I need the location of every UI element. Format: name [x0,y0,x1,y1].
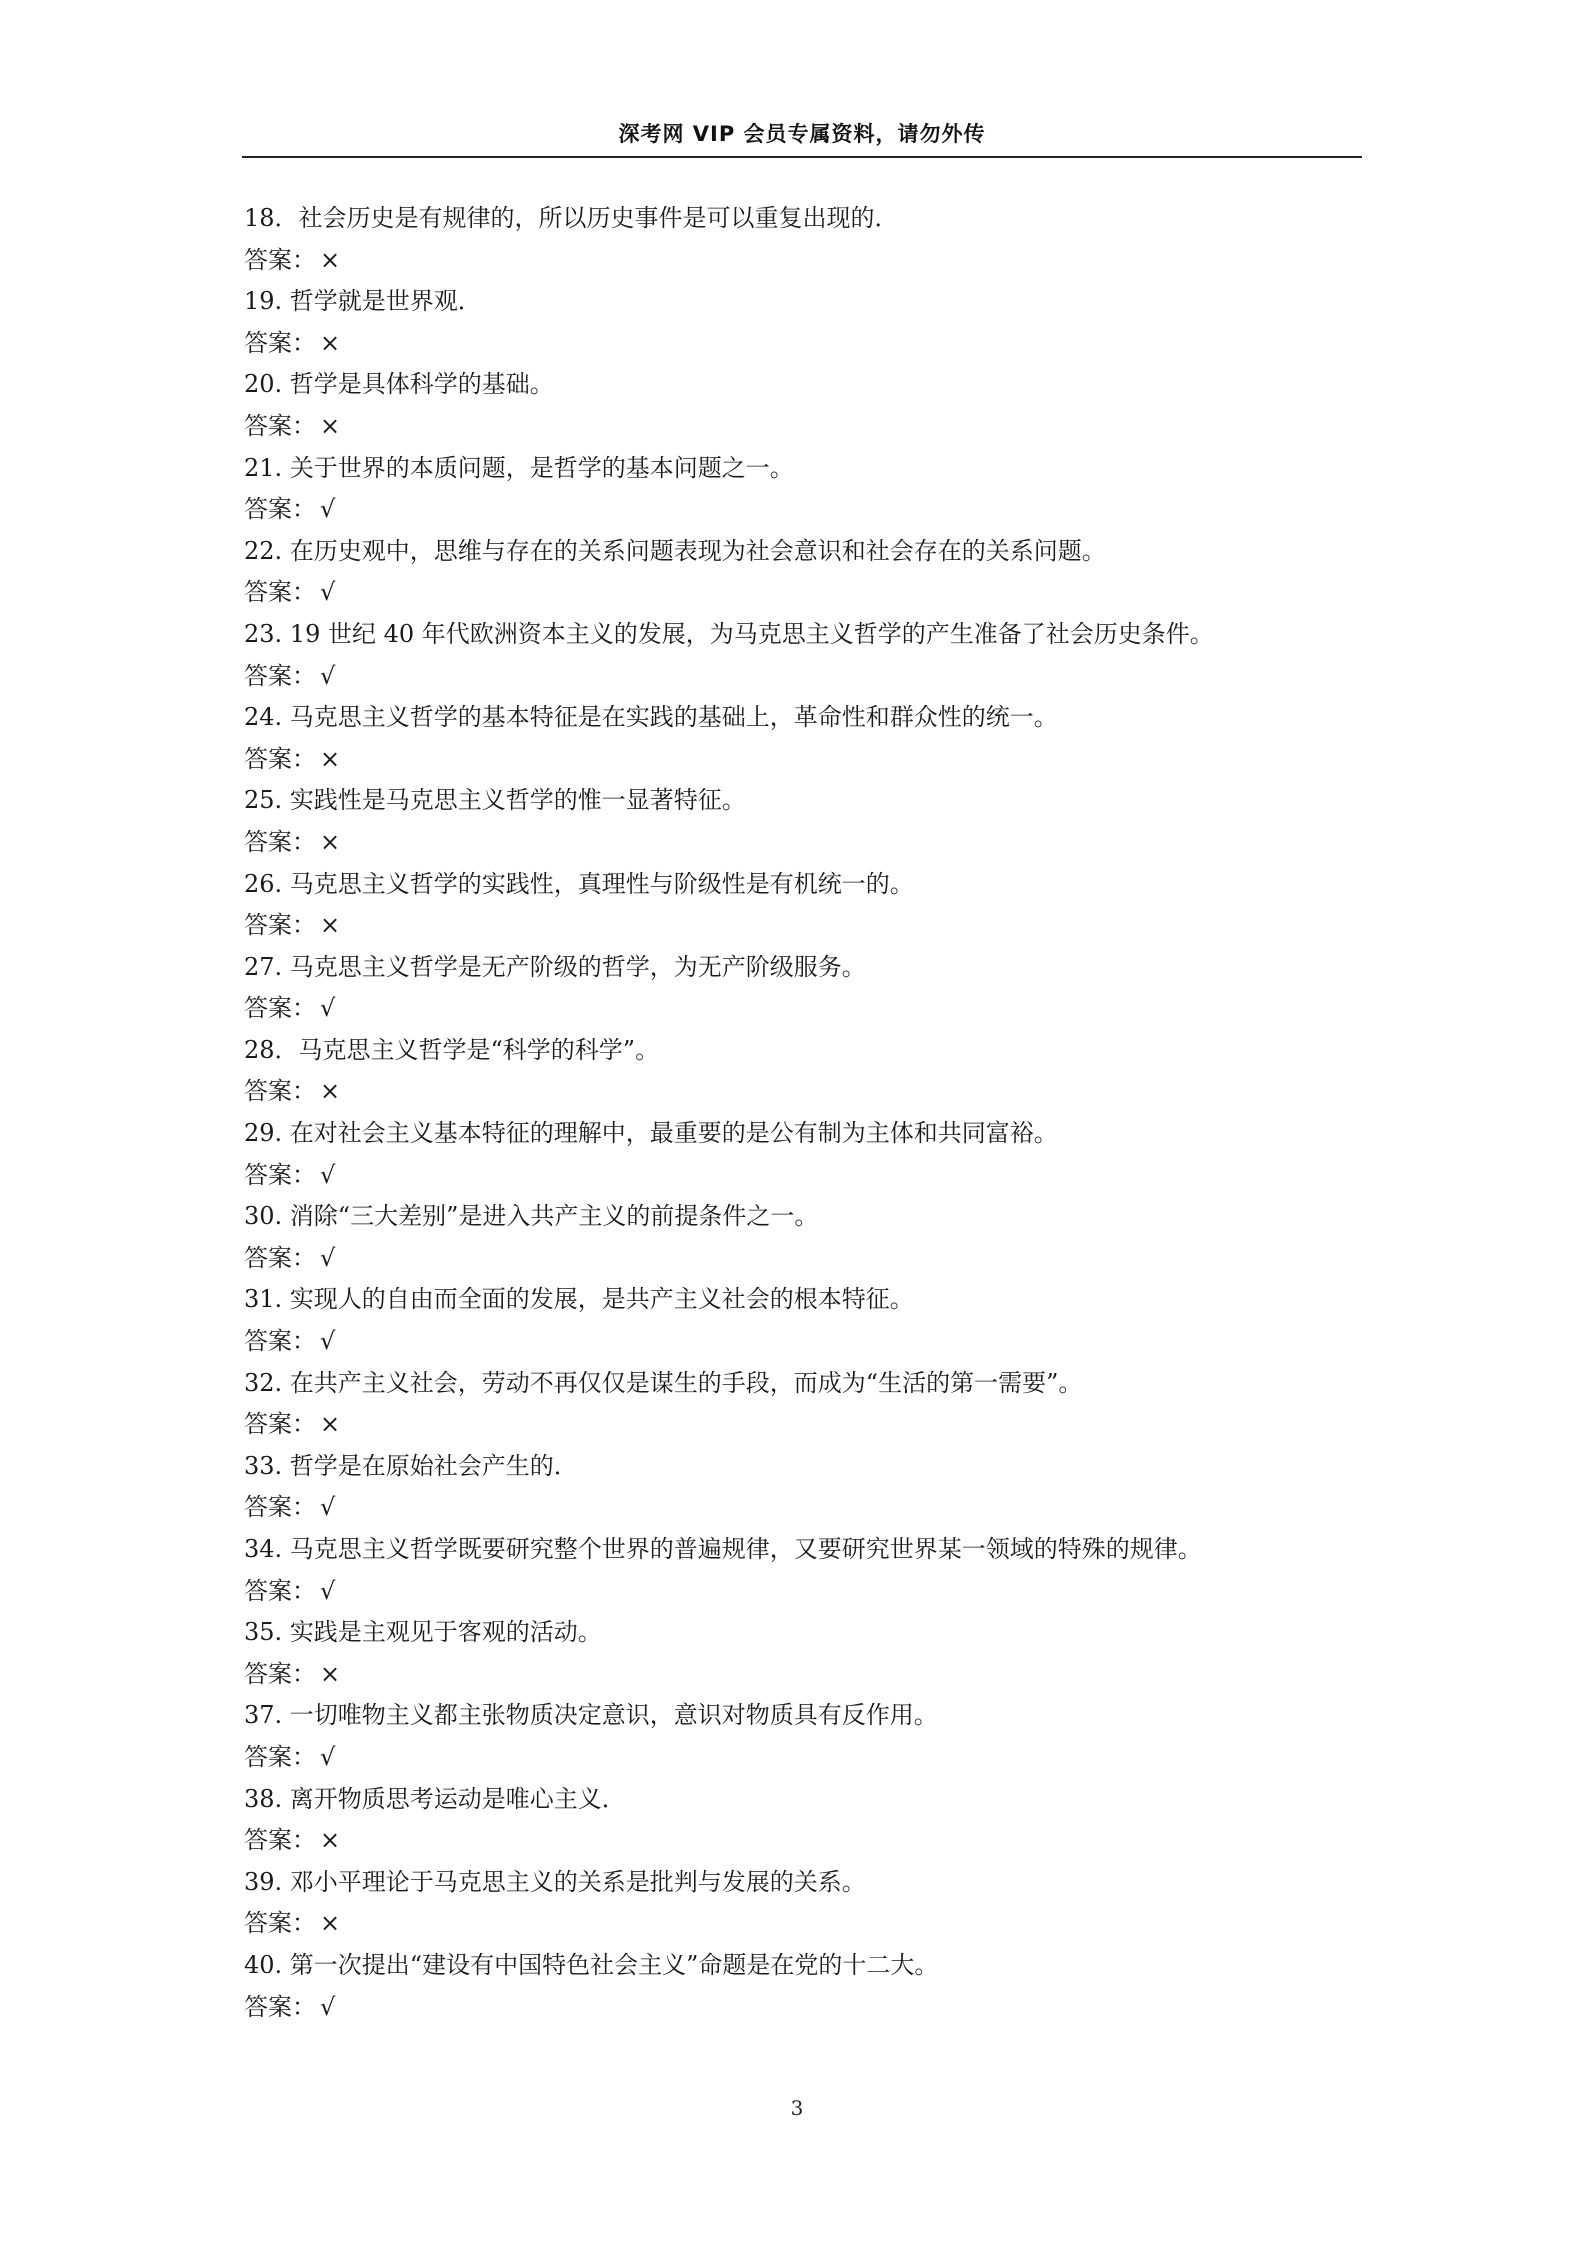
answer-label: 答案： [244,1243,316,1272]
answer-line [244,1487,1384,1529]
question-text: 33. 哲学是在原始社会产生的． [244,1451,578,1480]
answer-label: 答案： [244,411,316,440]
answer-label: 答案： [244,1410,316,1439]
qa-item [244,1279,1384,1362]
answer-label: 答案： [244,1992,316,2021]
qa-item [244,1612,1384,1695]
answer-value: × [320,245,341,274]
qa-item [244,1945,1384,2028]
question-text: 23. 19 世纪 40 年代欧洲资本主义的发展，为马克思主义哲学的产生准备了社会历史条件。 [244,619,1214,648]
answer-label: 答案： [244,661,316,690]
answer-label: 答案： [244,1909,316,1938]
answer-label: 答案： [244,245,316,274]
answer-value: × [320,1659,341,1688]
header-text: 深考网 VIP 会员专属资料，请勿外传 [618,122,986,146]
answer-value: × [320,911,341,940]
question-text: 21. 关于世界的本质问题，是哲学的基本问题之一。 [244,453,794,482]
question-text: 38. 离开物质思考运动是唯心主义． [244,1784,626,1813]
answer-label: 答案： [244,1077,316,1106]
answer-line [244,656,1384,698]
answer-value: √ [320,1576,336,1605]
answer-value: × [320,1909,341,1938]
answer-label: 答案： [244,744,316,773]
answer-line [244,1071,1384,1113]
answer-value: × [320,827,341,856]
qa-item [244,947,1384,1030]
question-text: 20. 哲学是具体科学的基础。 [244,370,554,399]
question-text: 39. 邓小平理论于马克思主义的关系是批判与发展的关系。 [244,1867,866,1896]
qa-item [244,864,1384,947]
answer-line [244,406,1384,448]
answer-value: × [320,744,341,773]
answer-value: × [320,1826,341,1855]
answer-label: 答案： [244,1160,316,1189]
answer-value: √ [320,1493,336,1522]
qa-item [244,1113,1384,1196]
qa-item [244,1030,1384,1113]
qa-item [244,1196,1384,1279]
qa-item [244,198,1384,281]
answer-line [244,1654,1384,1696]
answer-value: × [320,411,341,440]
answer-value: × [320,1077,341,1106]
qa-item [244,531,1384,614]
question-text: 25. 实践性是马克思主义哲学的惟一显著特征。 [244,786,746,815]
question-text: 28．马克思主义哲学是“科学的科学”。 [244,1035,660,1064]
question-list [244,198,1384,2028]
question-text: 34. 马克思主义哲学既要研究整个世界的普遍规律，又要研究世界某一领域的特殊的规律。 [244,1535,1202,1563]
answer-value: √ [320,578,336,607]
answer-label: 答案： [244,1659,316,1688]
answer-value: × [320,328,341,357]
question-text: 24. 马克思主义哲学的基本特征是在实践的基础上，革命性和群众性的统一。 [244,703,1058,732]
answer-line [244,1238,1384,1280]
answer-value: √ [320,994,336,1023]
answer-value: √ [320,1992,336,2021]
question-text: 31. 实现人的自由而全面的发展，是共产主义社会的根本特征。 [244,1285,914,1314]
answer-label: 答案： [244,495,316,524]
answer-label: 答案： [244,1826,316,1855]
qa-item [244,364,1384,447]
answer-value: √ [320,661,336,690]
qa-item [244,780,1384,863]
answer-label: 答案： [244,827,316,856]
question-text: 18．社会历史是有规律的，所以历史事件是可以重复出现的． [244,204,899,232]
question-text: 30. 消除“三大差别”是进入共产主义的前提条件之一。 [244,1202,819,1231]
qa-item [244,1363,1384,1446]
question-text: 19. 哲学就是世界观． [244,287,482,316]
answer-line [244,1155,1384,1197]
question-text: 32. 在共产主义社会，劳动不再仅仅是谋生的手段，而成为“生活的第一需要”。 [244,1368,1083,1397]
qa-item [244,697,1384,780]
question-text: 22. 在历史观中，思维与存在的关系问题表现为社会意识和社会存在的关系问题。 [244,536,1106,565]
answer-line [244,1571,1384,1613]
qa-item [244,1529,1384,1612]
qa-item [244,614,1384,697]
qa-item [244,1695,1384,1778]
answer-line [244,240,1384,282]
answer-line [244,739,1384,781]
answer-label: 答案： [244,1576,316,1605]
answer-line [244,905,1384,947]
answer-line [244,1820,1384,1862]
question-text: 37. 一切唯物主义都主张物质决定意识，意识对物质具有反作用。 [244,1701,938,1730]
answer-line [244,988,1384,1030]
question-text: 35. 实践是主观见于客观的活动。 [244,1618,602,1647]
page-number: 3 [790,2096,804,2120]
question-text: 40. 第一次提出“建设有中国特色社会主义”命题是在党的十二大。 [244,1950,939,1979]
answer-line [244,323,1384,365]
question-text: 29. 在对社会主义基本特征的理解中，最重要的是公有制为主体和共同富裕。 [244,1119,1058,1148]
answer-line [244,1404,1384,1446]
answer-line [244,822,1384,864]
answer-label: 答案： [244,578,316,607]
answer-label: 答案： [244,1327,316,1356]
answer-value: √ [320,1160,336,1189]
answer-value: √ [320,495,336,524]
qa-item [244,448,1384,531]
answer-line [244,1987,1384,2029]
answer-label: 答案： [244,1493,316,1522]
answer-value: √ [320,1243,336,1272]
answer-label: 答案： [244,328,316,357]
question-text: 27. 马克思主义哲学是无产阶级的哲学，为无产阶级服务。 [244,952,866,981]
qa-item [244,281,1384,364]
question-text: 26. 马克思主义哲学的实践性，真理性与阶级性是有机统一的。 [244,869,914,898]
answer-value: √ [320,1742,336,1771]
answer-label: 答案： [244,911,316,940]
qa-item [244,1446,1384,1529]
answer-line [244,489,1384,531]
qa-item [244,1862,1384,1945]
answer-line [244,1903,1384,1945]
answer-value: √ [320,1327,336,1356]
qa-item [244,1779,1384,1862]
answer-line [244,1321,1384,1363]
page-header [242,112,1362,158]
answer-label: 答案： [244,1742,316,1771]
answer-label: 答案： [244,994,316,1023]
answer-line [244,572,1384,614]
answer-line [244,1737,1384,1779]
answer-value: × [320,1410,341,1439]
